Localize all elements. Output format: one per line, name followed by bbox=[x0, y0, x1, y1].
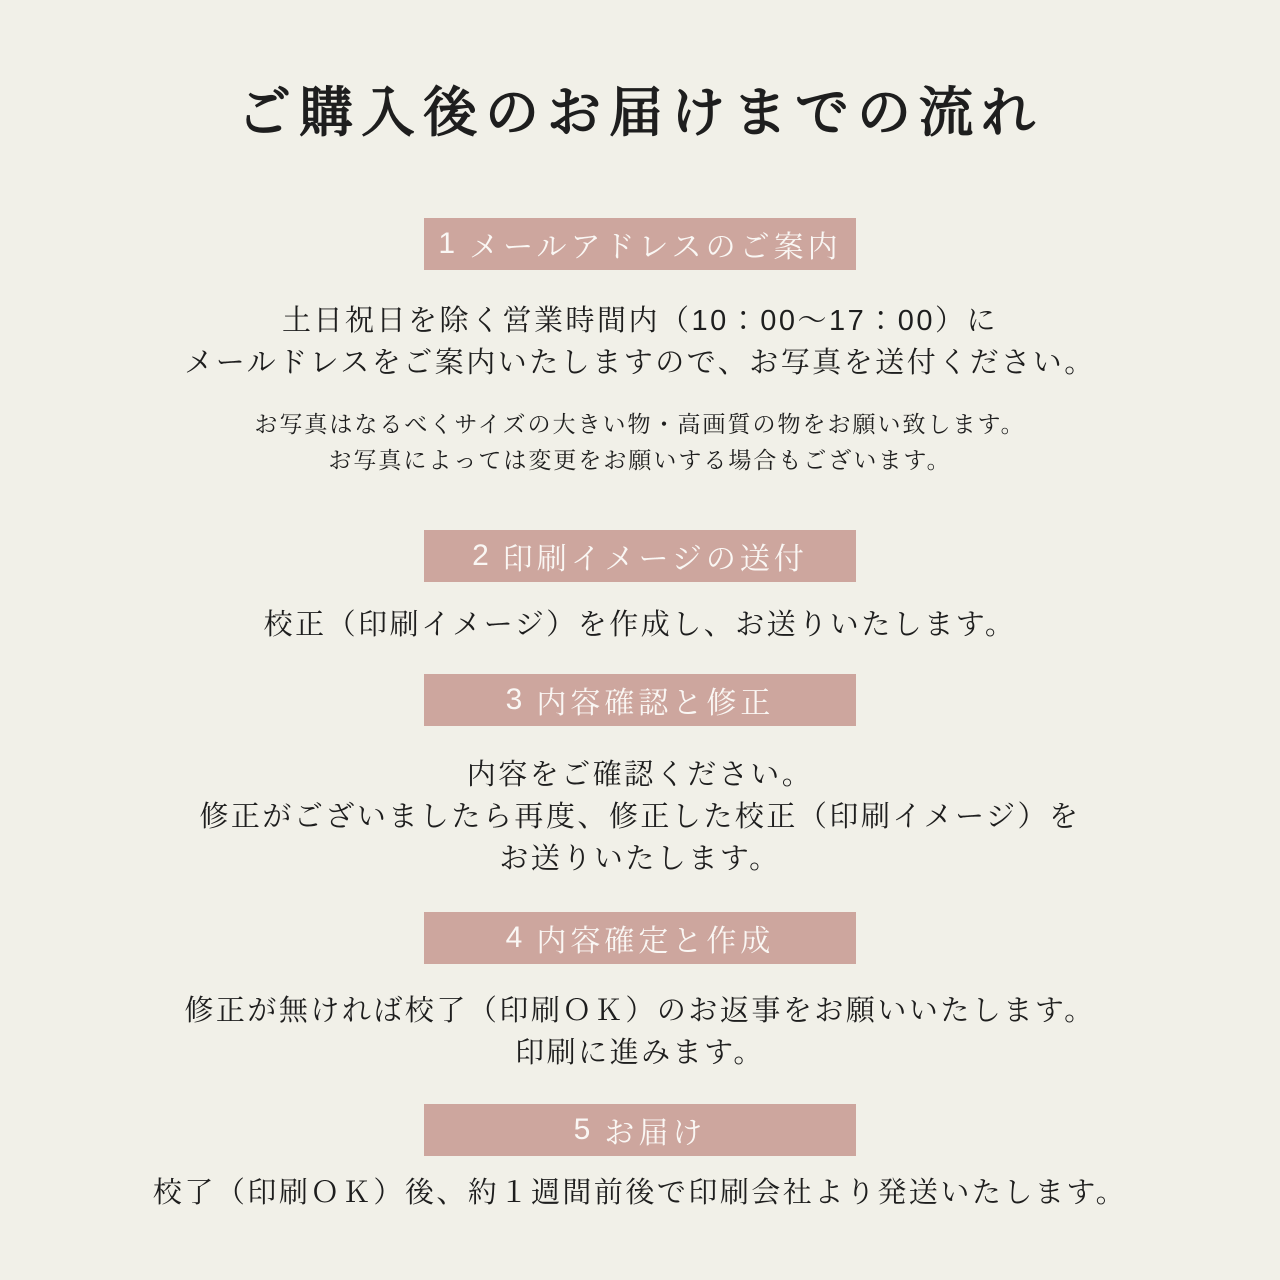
step-3-body bbox=[199, 754, 1080, 880]
step-1-label: メールアドレスのご案内 bbox=[469, 231, 842, 264]
step-4-label: 内容確定と作成 bbox=[536, 925, 775, 958]
step-1-note-line-2: お写真によっては変更をお願いする場合もございます。 bbox=[328, 447, 952, 473]
step-3-body-line-2: 修正がございましたら再度、修正した校正（印刷イメージ）を bbox=[199, 801, 1081, 833]
step-4-body-line-1: 修正が無ければ校了（印刷ＯＫ）のお返事をお願いいたします。 bbox=[184, 995, 1096, 1027]
step-5-badge bbox=[424, 1104, 856, 1156]
step-1-body-line-2: メールドレスをご案内いたしますので、お写真を送付ください。 bbox=[184, 347, 1096, 379]
step-4-number: 4 bbox=[505, 921, 523, 954]
step-2-label: 印刷イメージの送付 bbox=[502, 543, 808, 576]
step-1-body bbox=[184, 300, 1095, 384]
step-2-number: 2 bbox=[472, 539, 489, 572]
step-3-label: 内容確認と修正 bbox=[536, 687, 775, 720]
step-5-body-line-1: 校了（印刷ＯＫ）後、約１週間前後で印刷会社より発送いたします。 bbox=[152, 1177, 1128, 1209]
step-5-number: 5 bbox=[573, 1113, 591, 1146]
step-2-body bbox=[264, 604, 1017, 646]
step-3-body-line-3: お送りいたします。 bbox=[499, 843, 781, 875]
step-1-number: 1 bbox=[438, 227, 456, 260]
step-4-badge bbox=[424, 912, 856, 964]
step-5-body bbox=[153, 1172, 1127, 1214]
step-2-badge bbox=[424, 530, 856, 582]
page-title: ご購入後のお届けまでの流れ bbox=[237, 83, 1043, 143]
step-3-number: 3 bbox=[505, 683, 523, 716]
step-1-note-line-1: お写真はなるべくサイズの大きい物・高画質の物をお願い致します。 bbox=[254, 411, 1026, 437]
step-3-body-line-1: 内容をご確認ください。 bbox=[466, 759, 814, 791]
step-1-badge bbox=[424, 218, 856, 270]
step-1-body-line-1: 土日祝日を除く営業時間内（10：00～17：00）に bbox=[281, 305, 998, 337]
step-2-body-line-1: 校正（印刷イメージ）を作成し、お送りいたします。 bbox=[263, 609, 1017, 641]
step-4-body-line-2: 印刷に進みます。 bbox=[515, 1037, 765, 1069]
step-3-badge bbox=[424, 674, 856, 726]
step-5-label: お届け bbox=[604, 1117, 707, 1150]
step-4-body bbox=[184, 990, 1095, 1074]
step-1-note bbox=[254, 406, 1025, 478]
